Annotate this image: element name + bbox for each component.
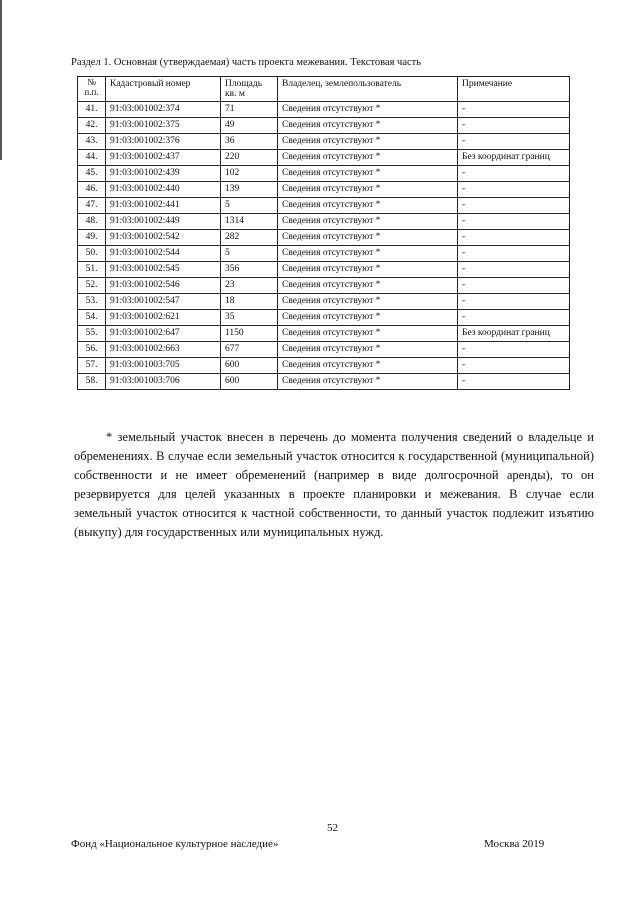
cell-note: -	[458, 134, 570, 150]
cell-cadastral: 91:03:001003:705	[106, 358, 221, 374]
cell-num: 43.	[78, 134, 106, 150]
footnote	[74, 428, 594, 542]
cell-cadastral: 91:03:001002:647	[106, 326, 221, 342]
cell-area: 49	[221, 118, 278, 134]
footer-organization: Фонд «Национальное культурное наследие»	[71, 838, 279, 850]
table-row	[78, 294, 570, 310]
table-row	[78, 246, 570, 262]
cell-area: 220	[221, 150, 278, 166]
cell-note: -	[458, 230, 570, 246]
cell-owner: Сведения отсутствуют *	[278, 358, 458, 374]
header-area	[221, 77, 278, 102]
footnote-text: * земельный участок внесен в перечень до момента получения сведений о владельце и обременениях. В случае если земельный участок относится к государственной (муниципальной) собственности и не имеет обременений (например в виде долгосрочной аренды), то он резервируется для целей указанных в проекте планировки и межевания. В случае если земельный участок относится к частной собственности, то данный участок подлежит изъятию (выкупу) для государственных или муниципальных нужд.	[74, 430, 594, 539]
table-row	[78, 358, 570, 374]
cell-num: 52.	[78, 278, 106, 294]
cell-owner: Сведения отсутствуют *	[278, 182, 458, 198]
cell-note: Без координат границ	[458, 150, 570, 166]
cell-num: 41.	[78, 102, 106, 118]
cell-area: 1150	[221, 326, 278, 342]
cell-area: 35	[221, 310, 278, 326]
cell-num: 50.	[78, 246, 106, 262]
cell-num: 54.	[78, 310, 106, 326]
header-note: Примечание	[458, 77, 570, 102]
cell-note: -	[458, 182, 570, 198]
cell-area: 5	[221, 246, 278, 262]
table-row	[78, 278, 570, 294]
table-row	[78, 182, 570, 198]
cell-area: 677	[221, 342, 278, 358]
cell-owner: Сведения отсутствуют *	[278, 342, 458, 358]
page-number: 52	[327, 822, 338, 834]
table-row	[78, 230, 570, 246]
section-title: Раздел 1. Основная (утверждаемая) часть проекта межевания. Текстовая часть	[71, 57, 422, 68]
cell-cadastral: 91:03:001002:621	[106, 310, 221, 326]
header-num-line2: п.п.	[84, 87, 99, 97]
header-num-line1: №	[87, 77, 96, 87]
footer-city-year: Москва 2019	[484, 838, 545, 850]
table-row	[78, 214, 570, 230]
cell-num: 49.	[78, 230, 106, 246]
parcels-table	[77, 76, 570, 390]
cell-owner: Сведения отсутствуют *	[278, 374, 458, 390]
cell-cadastral: 91:03:001002:547	[106, 294, 221, 310]
cell-note: -	[458, 118, 570, 134]
header-num	[78, 77, 106, 102]
cell-owner: Сведения отсутствуют *	[278, 294, 458, 310]
cell-note: -	[458, 262, 570, 278]
cell-num: 58.	[78, 374, 106, 390]
cell-note: Без координат границ	[458, 326, 570, 342]
cell-cadastral: 91:03:001002:439	[106, 166, 221, 182]
cell-cadastral: 91:03:001002:376	[106, 134, 221, 150]
cell-note: -	[458, 198, 570, 214]
cell-cadastral: 91:03:001002:546	[106, 278, 221, 294]
cell-cadastral: 91:03:001002:545	[106, 262, 221, 278]
cell-num: 47.	[78, 198, 106, 214]
cell-note: -	[458, 246, 570, 262]
table-row	[78, 198, 570, 214]
cell-owner: Сведения отсутствуют *	[278, 262, 458, 278]
cell-owner: Сведения отсутствуют *	[278, 150, 458, 166]
cell-cadastral: 91:03:001002:544	[106, 246, 221, 262]
cell-cadastral: 91:03:001002:542	[106, 230, 221, 246]
cell-area: 600	[221, 358, 278, 374]
cell-owner: Сведения отсутствуют *	[278, 310, 458, 326]
cell-note: -	[458, 358, 570, 374]
cell-area: 23	[221, 278, 278, 294]
cell-owner: Сведения отсутствуют *	[278, 214, 458, 230]
cell-note: -	[458, 166, 570, 182]
cell-num: 44.	[78, 150, 106, 166]
cell-num: 57.	[78, 358, 106, 374]
table-row	[78, 102, 570, 118]
header-area-line2: кв. м	[225, 89, 245, 99]
cell-owner: Сведения отсутствуют *	[278, 134, 458, 150]
cell-owner: Сведения отсутствуют *	[278, 246, 458, 262]
cell-owner: Сведения отсутствуют *	[278, 102, 458, 118]
cell-owner: Сведения отсутствуют *	[278, 166, 458, 182]
cell-owner: Сведения отсутствуют *	[278, 198, 458, 214]
cell-area: 356	[221, 262, 278, 278]
cell-cadastral: 91:03:001002:375	[106, 118, 221, 134]
header-area-line1: Площадь	[225, 79, 263, 89]
cell-area: 139	[221, 182, 278, 198]
scan-edge-line	[0, 0, 2, 160]
cell-num: 53.	[78, 294, 106, 310]
cell-cadastral: 91:03:001002:441	[106, 198, 221, 214]
cell-note: -	[458, 278, 570, 294]
cell-area: 102	[221, 166, 278, 182]
cell-cadastral: 91:03:001003:706	[106, 374, 221, 390]
table-header-row	[78, 77, 570, 102]
cell-owner: Сведения отсутствуют *	[278, 278, 458, 294]
cell-area: 18	[221, 294, 278, 310]
cell-cadastral: 91:03:001002:374	[106, 102, 221, 118]
cell-cadastral: 91:03:001002:437	[106, 150, 221, 166]
cell-owner: Сведения отсутствуют *	[278, 326, 458, 342]
cell-num: 45.	[78, 166, 106, 182]
cell-area: 600	[221, 374, 278, 390]
cell-note: -	[458, 342, 570, 358]
cell-area: 36	[221, 134, 278, 150]
cell-area: 71	[221, 102, 278, 118]
cell-note: -	[458, 102, 570, 118]
cell-area: 5	[221, 198, 278, 214]
cell-cadastral: 91:03:001002:449	[106, 214, 221, 230]
cell-num: 42.	[78, 118, 106, 134]
cell-note: -	[458, 294, 570, 310]
table-row	[78, 342, 570, 358]
cell-area: 282	[221, 230, 278, 246]
cell-num: 48.	[78, 214, 106, 230]
cell-note: -	[458, 374, 570, 390]
cell-num: 55.	[78, 326, 106, 342]
table-row	[78, 262, 570, 278]
cell-area: 1314	[221, 214, 278, 230]
cell-num: 56.	[78, 342, 106, 358]
cell-note: -	[458, 214, 570, 230]
table-row	[78, 326, 570, 342]
cell-owner: Сведения отсутствуют *	[278, 230, 458, 246]
cell-num: 46.	[78, 182, 106, 198]
cell-owner: Сведения отсутствуют *	[278, 118, 458, 134]
cell-cadastral: 91:03:001002:663	[106, 342, 221, 358]
table-row	[78, 166, 570, 182]
header-owner: Владелец, землепользователь	[278, 77, 458, 102]
cell-num: 51.	[78, 262, 106, 278]
table-row	[78, 150, 570, 166]
table-row	[78, 310, 570, 326]
header-cadastral: Кадастровый номер	[106, 77, 221, 102]
table-row	[78, 118, 570, 134]
cell-cadastral: 91:03:001002:440	[106, 182, 221, 198]
table-row	[78, 374, 570, 390]
cell-note: -	[458, 310, 570, 326]
table-row	[78, 134, 570, 150]
